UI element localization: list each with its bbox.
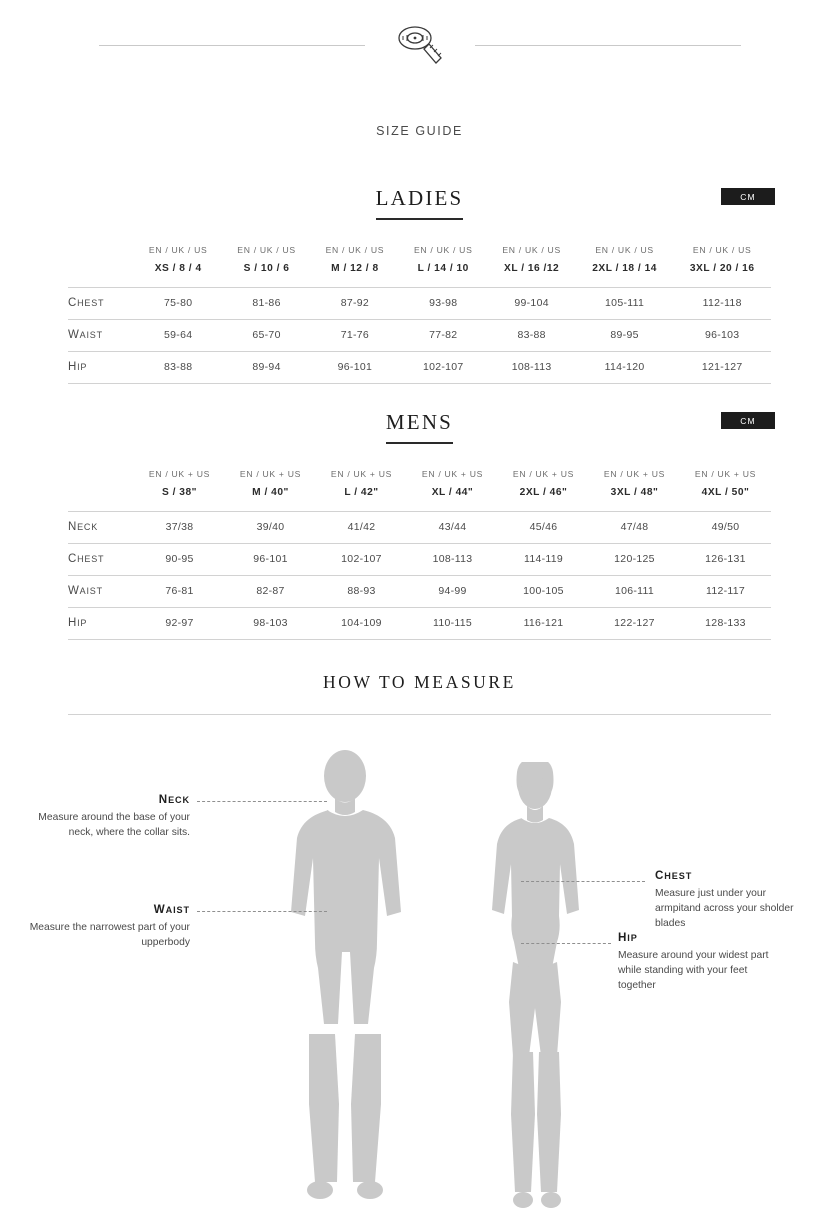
callout-waist-text: Measure the narrowest part of your upperbody xyxy=(29,922,190,949)
table-cell: 65-70 xyxy=(252,329,281,342)
column-header: EN / UK / US 3XL / 20 / 16 xyxy=(689,245,755,274)
table-cell: 104-109 xyxy=(341,617,382,630)
table-cell: 37/38 xyxy=(165,521,194,534)
column-header: EN / UK / US L / 14 / 10 xyxy=(413,245,473,274)
table-row xyxy=(68,543,771,575)
callout-hip xyxy=(618,930,778,993)
column-header: EN / UK + US S / 38" xyxy=(148,469,211,498)
row-label: WAIST xyxy=(68,585,103,598)
female-body-figure xyxy=(465,762,605,1222)
table-cell: 89-95 xyxy=(610,329,639,342)
header-rule-right xyxy=(475,45,741,46)
table-cell: 87-92 xyxy=(340,297,370,310)
callout-waist-title: WAIST xyxy=(153,903,190,916)
table-cell: 49/50 xyxy=(711,521,740,534)
mens-title: MENS xyxy=(386,410,453,444)
column-header: EN / UK + US XL / 44" xyxy=(421,469,484,498)
table-cell: 112-118 xyxy=(702,297,742,310)
table-header-row xyxy=(68,246,771,287)
table-cell: 114-120 xyxy=(604,361,645,374)
callout-chest-text: Measure just under your armpitand across your sholder blades xyxy=(655,888,794,929)
row-label: HIP xyxy=(68,361,88,374)
chest-leader-line xyxy=(521,881,645,882)
table-cell: 90-95 xyxy=(165,553,194,566)
callout-waist xyxy=(14,902,190,951)
table-cell: 71-76 xyxy=(340,329,370,342)
ladies-size-table xyxy=(68,246,771,384)
mens-header xyxy=(68,410,771,444)
row-label: WAIST xyxy=(68,329,103,342)
hip-leader-line xyxy=(521,943,611,944)
table-cell: 112-117 xyxy=(705,585,746,598)
table-cell: 96-101 xyxy=(337,361,373,374)
table-cell: 92-97 xyxy=(165,617,194,630)
mens-size-table xyxy=(68,470,771,640)
header-divider xyxy=(0,24,839,66)
table-cell: 105-111 xyxy=(605,297,645,310)
table-cell: 94-99 xyxy=(438,585,467,598)
callout-neck xyxy=(24,792,190,841)
column-header: EN / UK / US XL / 16 /12 xyxy=(502,245,561,274)
column-header: EN / UK + US M / 40" xyxy=(239,469,302,498)
header-rule-left xyxy=(99,45,365,46)
table-cell: 120-125 xyxy=(614,553,655,566)
callout-neck-text: Measure around the base of your neck, where the collar sits. xyxy=(38,812,190,839)
table-cell: 96-101 xyxy=(253,553,288,566)
table-header-row xyxy=(68,470,771,511)
table-cell: 39/40 xyxy=(256,521,285,534)
ladies-header xyxy=(68,186,771,220)
row-label-header xyxy=(68,470,134,511)
table-cell: 89-94 xyxy=(252,361,281,374)
table-cell: 128-133 xyxy=(705,617,746,630)
male-body-figure xyxy=(265,750,425,1210)
callout-neck-title: NECK xyxy=(158,793,190,806)
table-cell: 106-111 xyxy=(614,585,655,598)
ladies-title: LADIES xyxy=(376,186,464,220)
table-row xyxy=(68,575,771,607)
callout-hip-title: HIP xyxy=(618,931,638,944)
table-row xyxy=(68,511,771,543)
table-cell: 77-82 xyxy=(429,329,458,342)
table-cell: 99-104 xyxy=(514,297,549,310)
how-to-measure-title: HOW TO MEASURE xyxy=(323,672,516,692)
row-label: HIP xyxy=(68,617,88,630)
table-cell: 114-119 xyxy=(523,553,564,566)
table-cell: 59-64 xyxy=(164,329,193,342)
table-row xyxy=(68,319,771,351)
table-cell: 121-127 xyxy=(701,361,743,374)
table-cell: 102-107 xyxy=(341,553,382,566)
row-label-header xyxy=(68,246,134,287)
tape-measure-icon xyxy=(365,24,475,66)
callout-chest-title: CHEST xyxy=(655,869,693,882)
table-cell: 81-86 xyxy=(252,297,281,310)
column-header: EN / UK / US M / 12 / 8 xyxy=(325,245,385,274)
table-cell: 108-113 xyxy=(432,553,473,566)
column-header: EN / UK + US 2XL / 46" xyxy=(512,469,575,498)
column-header: EN / UK / US XS / 8 / 4 xyxy=(148,245,208,274)
page-title: SIZE GUIDE xyxy=(376,124,463,138)
table-cell: 45/46 xyxy=(529,521,558,534)
neck-leader-line xyxy=(197,801,327,802)
callout-chest xyxy=(655,868,805,931)
table-cell: 83-88 xyxy=(517,329,546,342)
table-cell: 76-81 xyxy=(165,585,194,598)
ladies-unit-badge[interactable]: CM xyxy=(721,188,775,205)
table-cell: 108-113 xyxy=(511,361,552,374)
mens-unit-badge[interactable]: CM xyxy=(721,412,775,429)
callout-hip-text: Measure around your widest part while standing with your feet together xyxy=(618,950,769,991)
table-cell: 96-103 xyxy=(704,329,740,342)
table-cell: 110-115 xyxy=(432,617,473,630)
row-label: CHEST xyxy=(68,553,105,566)
table-cell: 98-103 xyxy=(253,617,288,630)
table-cell: 126-131 xyxy=(705,553,746,566)
table-cell: 100-105 xyxy=(523,585,564,598)
table-row xyxy=(68,351,771,383)
column-header: EN / UK / US S / 10 / 6 xyxy=(237,245,296,274)
row-label: CHEST xyxy=(68,297,105,310)
table-cell: 47/48 xyxy=(620,521,649,534)
column-header: EN / UK + US 3XL / 48" xyxy=(603,469,666,498)
table-cell: 116-121 xyxy=(523,617,564,630)
table-cell: 43/44 xyxy=(438,521,467,534)
table-cell: 102-107 xyxy=(422,361,464,374)
how-to-measure-divider xyxy=(68,714,771,715)
table-cell: 83-88 xyxy=(164,361,193,374)
column-header: EN / UK / US 2XL / 18 / 14 xyxy=(592,245,657,274)
waist-leader-line xyxy=(197,911,327,912)
column-header: EN / UK + US 4XL / 50" xyxy=(694,469,757,498)
table-row xyxy=(68,287,771,319)
row-label: NECK xyxy=(68,521,99,534)
table-cell: 82-87 xyxy=(256,585,285,598)
table-cell: 93-98 xyxy=(429,297,458,310)
table-cell: 41/42 xyxy=(347,521,376,534)
table-row xyxy=(68,607,771,639)
how-to-measure-figures xyxy=(0,740,839,1200)
column-header: EN / UK + US L / 42" xyxy=(330,469,393,498)
table-cell: 88-93 xyxy=(347,585,376,598)
table-cell: 75-80 xyxy=(164,297,193,310)
ladies-section xyxy=(68,186,771,384)
table-cell: 122-127 xyxy=(614,617,655,630)
mens-section xyxy=(68,410,771,640)
